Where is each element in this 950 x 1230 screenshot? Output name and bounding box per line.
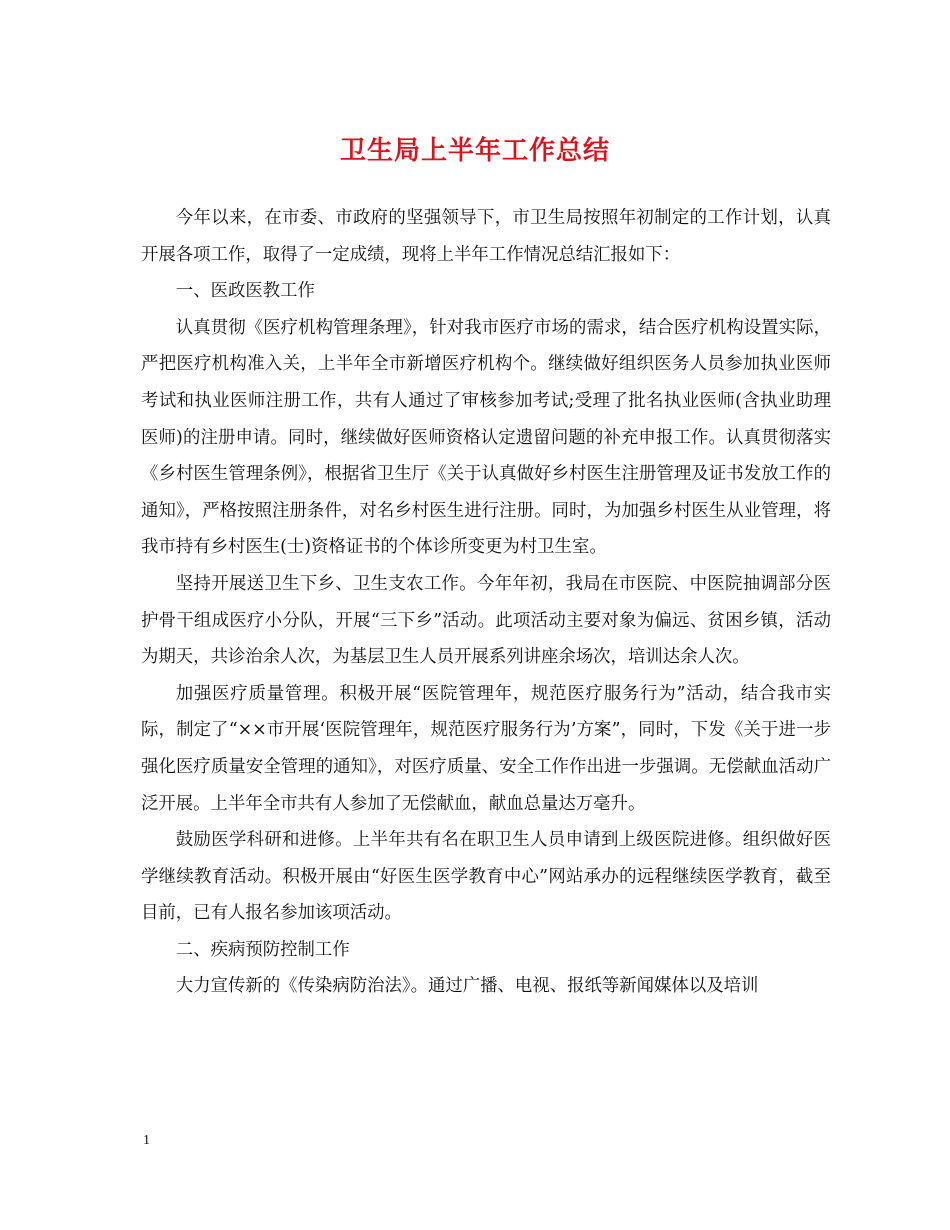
document-title: 卫生局上半年工作总结 [339,136,610,166]
page-number: 1 [143,1133,150,1148]
section-heading-medical-administration: 一、医政医教工作 [175,281,315,302]
section-heading-disease-control: 二、疾病预防控制工作 [175,939,350,960]
document-body [141,200,831,1005]
paragraph-rural-health: 坚持开展送卫生下乡、卫生支农工作。今年年初，我局在市医院、中医院抽调部分医护骨干组成医疗小分队，开展“三下乡”活动。此项活动主要对象为偏远、贫困乡镇，活动为期天，共诊治余人次，为基层卫生人员开展系列讲座余场次，培训达余人次。 [141,573,831,668]
paragraph-quality-management: 加强医疗质量管理。积极开展“医院管理年，规范医疗服务行为”活动，结合我市实际，制定了“××市开展‘医院管理年，规范医疗服务行为’方案”，同时，下发《关于进一步强化医疗质量安全管理的通知》，对医疗质量、安全工作作出进一步强调。无偿献血活动广泛开展。上半年全市共有人参加了无偿献血，献血总量达万毫升。 [141,683,831,814]
paragraph-intro: 今年以来，在市委、市政府的坚强领导下，市卫生局按照年初制定的工作计划，认真开展各项工作，取得了一定成绩，现将上半年工作情况总结汇报如下： [141,208,831,265]
paragraph-medical-institutions: 认真贯彻《医疗机构管理条理》，针对我市医疗市场的需求，结合医疗机构设置实际，严把医疗机构准入关，上半年全市新增医疗机构个。继续做好组织医务人员参加执业医师考试和执业医师注册工作，共有人通过了审核参加考试;受理了批名执业医师(含执业助理医师)的注册申请。同时，继续做好医师资格认定遗留问题的补充申报工作。认真贯彻落实《乡村医生管理条例》，根据省卫生厅《关于认真做好乡村医生注册管理及证书发放工作的通知》，严格按照注册条件，对名乡村医生进行注册。同时，为加强乡村医生从业管理，将我市持有乡村医生(士)资格证书的个体诊所变更为村卫生室。 [141,317,831,558]
paragraph-research-training: 鼓励医学科研和进修。上半年共有名在职卫生人员申请到上级医院进修。组织做好医学继续教育活动。积极开展由“好医生医学教育中心”网站承办的远程继续医学教育，截至目前，已有人报名参加该项活动。 [141,830,831,924]
paragraph-infectious-disease-law: 大力宣传新的《传染病防治法》。通过广播、电视、报纸等新闻媒体以及培训 [175,976,759,997]
